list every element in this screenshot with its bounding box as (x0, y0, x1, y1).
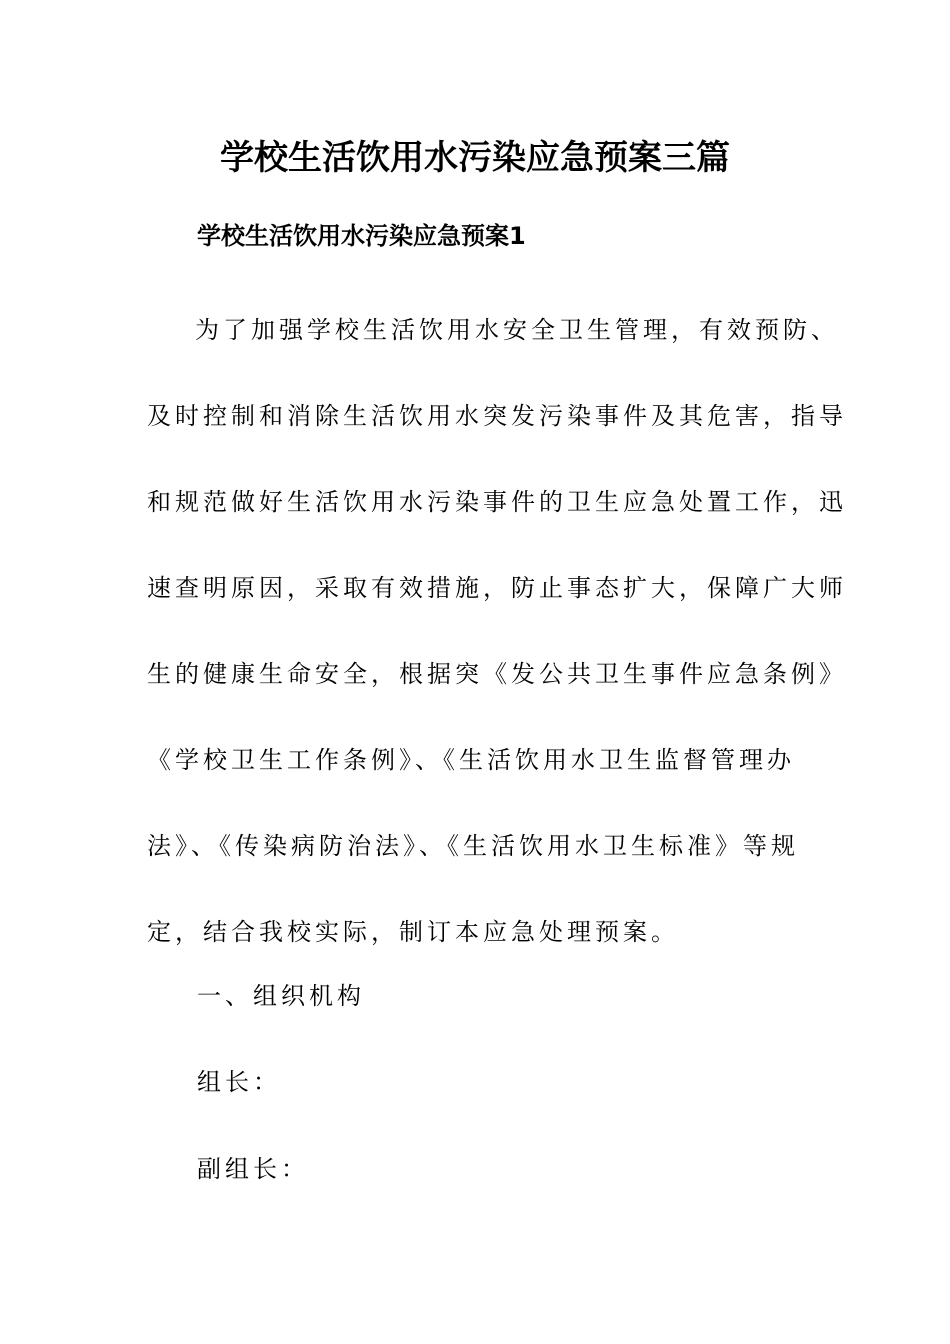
leader-label: 组长： (197, 1068, 281, 1096)
body-paragraph (147, 287, 847, 975)
paragraph-line: 速查明原因，采取有效措施，防止事态扩大，保障广大师 (147, 574, 847, 602)
section-title: 学校生活饮用水污染应急预案1 (197, 222, 526, 250)
paragraph-line: 和规范做好生活饮用水污染事件的卫生应急处置工作，迅 (147, 488, 847, 516)
deputy-leader-label: 副组长： (197, 1155, 309, 1183)
paragraph-line: 及时控制和消除生活饮用水突发污染事件及其危害，指导 (147, 402, 847, 430)
paragraph-line: 为了加强学校生活饮用水安全卫生管理，有效预防、 (195, 316, 839, 344)
paragraph-line: 《学校卫生工作条例》、《生活饮用水卫生监督管理办 (147, 746, 795, 774)
org-structure-heading: 一、组织机构 (197, 982, 365, 1010)
paragraph-line: 生的健康生命安全，根据突《发公共卫生事件应急条例》 (147, 660, 847, 688)
paragraph-line: 法》、《传染病防治法》、《生活饮用水卫生标准》等规 (147, 832, 799, 860)
document-title: 学校生活饮用水污染应急预案三篇 (220, 138, 730, 178)
paragraph-line: 定，结合我校实际，制订本应急处理预案。 (147, 918, 679, 946)
